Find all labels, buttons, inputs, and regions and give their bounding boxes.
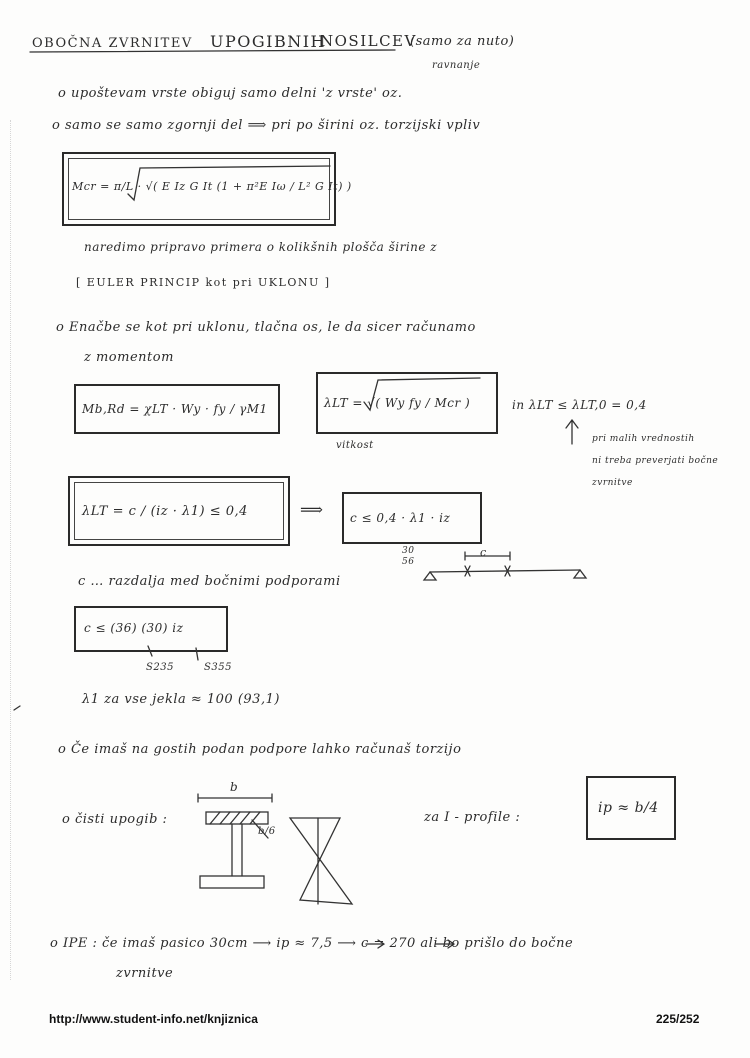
ipe-line: o IPE : če imaš pasico 30cm ⟶ ip ≈ 7,5 ⟶ c = 270 ali bo prišlo do bočne [50,936,574,951]
footer-url: http://www.student-info.net/knjiznica [49,1012,258,1026]
support-left [424,572,436,580]
c-formula: c ≤ 0,4 · λ1 · iz [350,511,451,525]
ipe-arrow-1 [366,940,384,948]
lambda-sqrt-sign [364,378,480,410]
note-right-1: pri malih vrednostih [592,434,695,444]
title-tail: NOSILCEV [320,32,417,50]
support-beam [430,570,580,572]
c-definition: c … razdalja med bočnimi podporami [78,574,341,589]
small-30: 30 [402,546,415,556]
mcr-formula: Mcr = π/L · √( E Iz G It (1 + π²E Iω / L² G It) ) [72,180,352,193]
title-main: UPOGIBNIH [210,32,326,51]
c-dimension [465,552,510,560]
ibeam-leader [252,820,268,838]
implies-arrow: ⟹ [300,500,324,519]
line-7: o Če imaš na gostih podan podpore lahko računaš torzijo [58,742,462,757]
note-right-3: zvrnitve [592,478,633,488]
mbrd-formula: Mb,Rd = χLT · Wy · fy / γM1 [82,402,268,416]
small-56: 56 [402,557,415,567]
note-right-2: ni treba preverjati bočne [592,456,719,466]
lambda1-line: λ1 za vse jekla ≈ 100 (93,1) [82,692,280,707]
note-above: ravnanje [432,60,481,71]
ibeam-hatch [210,812,260,824]
ipe-arrow-2 [436,940,454,948]
title-paren: (samo za nuto) [410,34,515,49]
s355-pointer [196,648,198,660]
ipe-line-2: zvrnitve [116,966,174,981]
s235-pointer [148,646,152,656]
line-5: o Enačbe se kot pri uklonu, tlačna os, le da sicer računamo [56,320,476,335]
lambda-formula: λLT = √( Wy fy / Mcr ) [324,396,471,410]
line-3: naredimo pripravo primera o kolikšnih plošča širine z [84,240,438,254]
margin-tick [14,706,20,710]
condition-arrow [566,420,578,444]
line-2: o samo se samo zgornji del ⟹ pri po širini oz. torzijski vpliv [52,118,481,133]
title-lead: OBOČNA ZVRNITEV [32,36,193,51]
c-label: c [480,546,487,559]
s355-label: S355 [204,662,232,673]
ibeam-bottom-flange [200,876,264,888]
lambda2-formula: λLT = c / (iz · λ1) ≤ 0,4 [82,504,248,519]
c2-formula: c ≤ (36) (30) iz [84,621,184,635]
line-8: o čisti upogib : [62,812,168,827]
vitkost-note: vitkost [336,440,374,451]
line-4: [ EULER PRINCIP kot pri UKLONU ] [76,276,331,289]
footer-page-number: 225/252 [656,1012,700,1026]
ibeam-web [232,824,242,876]
line-6: z momentom [84,350,174,365]
b-fraction: b/6 [258,826,276,837]
title-underline [30,50,395,52]
s235-label: S235 [146,662,174,673]
lambda-condition: in λLT ≤ λLT,0 = 0,4 [512,398,647,412]
ibeam-dimension [198,794,272,802]
line-1: o upoštevam vrste obiguj samo delni 'z vrste' oz. [58,86,403,101]
ip-formula: ip ≈ b/4 [598,800,659,816]
support-right [574,570,586,578]
za-profile: za I - profile : [424,810,521,825]
b-label: b [230,780,239,794]
mcr-sqrt-sign [128,166,330,200]
stress-diagram [290,818,352,904]
